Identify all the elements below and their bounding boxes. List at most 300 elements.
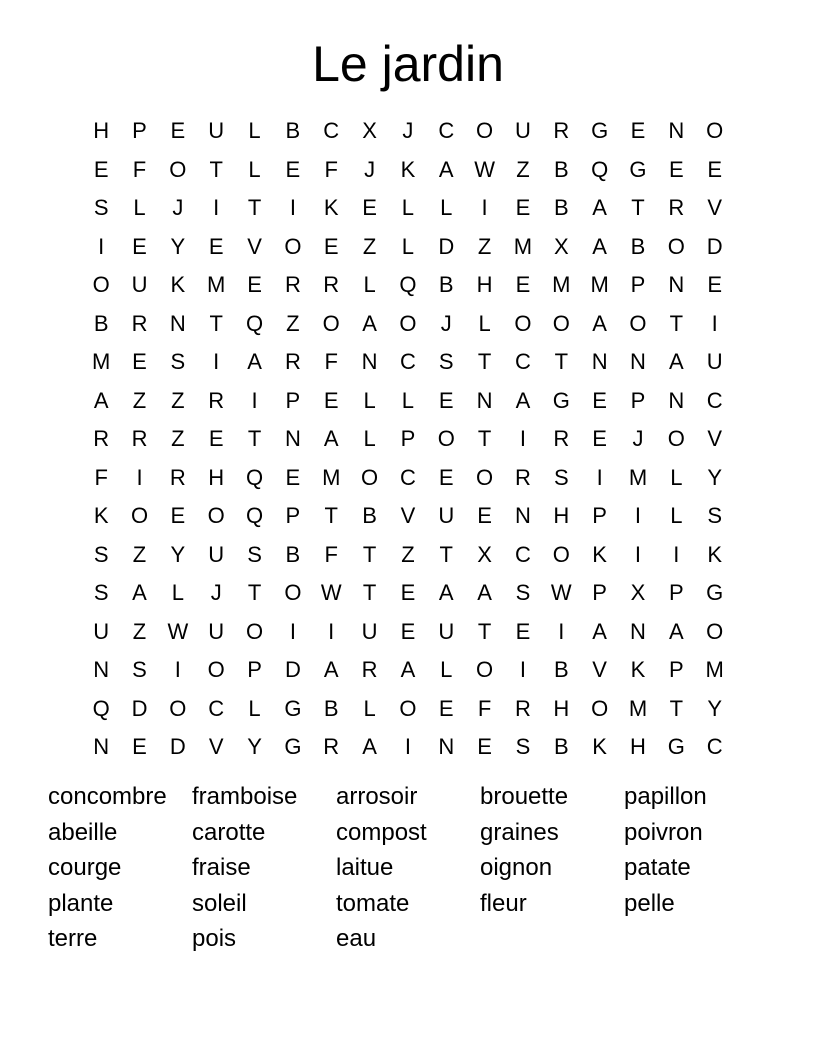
grid-cell: O	[399, 695, 417, 721]
grid-cell: H	[553, 695, 570, 721]
grid-cell: X	[477, 541, 492, 567]
grid-cell: U	[131, 272, 148, 298]
word-list-item: oignon	[480, 854, 553, 882]
grid-cell: E	[400, 580, 416, 606]
grid-cell: A	[477, 580, 492, 606]
grid-cell: E	[170, 118, 186, 144]
grid-cell: W	[474, 156, 495, 182]
grid-cell: Q	[591, 156, 609, 182]
grid-cell: R	[668, 195, 685, 221]
grid-cell: I	[174, 657, 181, 683]
grid-cell: G	[629, 156, 647, 182]
grid-row	[82, 189, 734, 228]
grid-cell: U	[93, 618, 110, 644]
grid-cell: G	[667, 734, 685, 760]
grid-cell: E	[438, 464, 454, 490]
grid-cell: A	[438, 580, 454, 606]
grid-cell: A	[592, 310, 607, 336]
grid-cell: O	[437, 426, 455, 452]
page-title: Le jardin	[312, 36, 504, 92]
grid-cell: T	[477, 426, 492, 452]
grid-cell: T	[477, 349, 492, 375]
grid-cell: Q	[92, 695, 110, 721]
word-list-item: fleur	[480, 889, 527, 917]
grid-cell: A	[132, 580, 147, 606]
grid-cell: C	[399, 349, 416, 375]
grid-row	[82, 574, 734, 613]
grid-cell: G	[591, 118, 609, 144]
grid-cell: M	[628, 464, 648, 490]
grid-cell: O	[476, 464, 494, 490]
grid-cell: O	[591, 695, 609, 721]
grid-cell: A	[668, 618, 684, 644]
grid-cell: Q	[399, 272, 417, 298]
grid-cell: S	[515, 734, 531, 760]
grid-cell: P	[285, 503, 301, 529]
grid-row	[82, 651, 734, 690]
grid-cell: H	[208, 464, 225, 490]
grid-cell: I	[634, 503, 642, 529]
grid-cell: M	[322, 464, 341, 490]
grid-cell: B	[553, 195, 569, 221]
grid-cell: B	[438, 272, 454, 298]
grid-cell: L	[478, 310, 491, 336]
grid-cell: K	[707, 541, 723, 567]
word-list-item: fraise	[192, 854, 251, 882]
grid-cell: O	[169, 156, 187, 182]
grid-cell: B	[285, 541, 301, 567]
word-list-item: tomate	[336, 889, 410, 917]
grid-cell: E	[515, 618, 531, 644]
grid-cell: N	[591, 349, 608, 375]
grid-cell: O	[399, 310, 417, 336]
grid-cell: E	[170, 503, 186, 529]
grid-cell: E	[515, 195, 531, 221]
word-list-item: courge	[48, 854, 122, 882]
grid-cell: N	[438, 734, 455, 760]
grid-cell: I	[213, 349, 220, 375]
grid-cell: D	[169, 734, 186, 760]
grid-cell: C	[706, 387, 723, 413]
grid-cell: I	[213, 195, 220, 221]
grid-cell: L	[401, 195, 415, 221]
grid-cell: I	[481, 195, 488, 221]
grid-cell: T	[669, 695, 684, 721]
grid-cell: W	[320, 580, 342, 606]
grid-cell: D	[438, 233, 455, 259]
grid-cell: Z	[132, 387, 147, 413]
grid-cell: R	[361, 657, 378, 683]
word-list-item: soleil	[192, 889, 247, 917]
grid-cell: R	[553, 426, 570, 452]
grid-cell: R	[93, 426, 110, 452]
grid-cell: S	[553, 464, 569, 490]
grid-cell: K	[630, 657, 646, 683]
grid-cell: M	[590, 272, 609, 298]
grid-cell: N	[630, 349, 646, 375]
grid-cell: D	[706, 233, 723, 259]
grid-cell: Z	[362, 233, 377, 259]
grid-cell: S	[93, 541, 109, 567]
grid-cell: J	[440, 310, 452, 336]
grid-cell: O	[284, 580, 302, 606]
grid-cell: L	[363, 426, 376, 452]
word-list-item: compost	[336, 818, 427, 846]
grid-cell: P	[592, 503, 607, 529]
grid-cell: A	[668, 349, 684, 375]
grid-cell: Y	[707, 464, 723, 490]
grid-cell: T	[209, 310, 223, 336]
grid-cell: B	[553, 734, 569, 760]
grid-cell: Z	[401, 541, 415, 567]
grid-cell: S	[170, 349, 186, 375]
grid-row	[82, 382, 734, 421]
grid-cell: I	[673, 541, 680, 567]
grid-cell: S	[93, 195, 109, 221]
grid-cell: Z	[171, 387, 185, 413]
grid-cell: Z	[171, 426, 185, 452]
grid-cell: W	[167, 618, 189, 644]
grid-cell: R	[515, 464, 531, 490]
grid-cell: L	[133, 195, 146, 221]
grid-cell: I	[634, 541, 642, 567]
grid-cell: N	[668, 272, 685, 298]
grid-cell: R	[515, 695, 531, 721]
grid-cell: L	[171, 580, 184, 606]
grid-cell: I	[251, 387, 258, 413]
grid-cell: Q	[245, 310, 264, 336]
grid-cell: E	[132, 233, 147, 259]
grid-cell: L	[670, 464, 683, 490]
grid-cell: S	[707, 503, 723, 529]
grid-cell: P	[285, 387, 301, 413]
grid-cell: F	[324, 541, 338, 567]
grid-cell: T	[554, 349, 569, 375]
grid-cell: S	[515, 580, 531, 606]
word-list-item: pois	[192, 925, 237, 953]
grid-cell: O	[322, 310, 340, 336]
grid-cell: U	[361, 618, 378, 644]
grid-cell: L	[440, 657, 453, 683]
grid-cell: P	[668, 580, 684, 606]
grid-cell: Z	[516, 156, 530, 182]
grid-cell: R	[284, 272, 301, 298]
grid-cell: T	[247, 426, 262, 452]
grid-cell: M	[628, 695, 648, 721]
grid-cell: Z	[477, 233, 492, 259]
grid-cell: C	[515, 541, 531, 567]
grid-cell: B	[553, 156, 569, 182]
grid-cell: W	[550, 580, 572, 606]
word-list-item: abeille	[48, 818, 118, 846]
grid-cell: T	[324, 503, 338, 529]
grid-cell: R	[169, 464, 186, 490]
grid-row	[82, 690, 734, 729]
grid-cell: K	[592, 541, 607, 567]
grid-cell: G	[284, 695, 302, 721]
grid-cell: L	[248, 156, 261, 182]
grid-cell: O	[476, 657, 494, 683]
grid-cell: T	[362, 580, 377, 606]
grid-cell: G	[706, 580, 724, 606]
word-list-item: concombre	[48, 783, 167, 810]
grid-row	[82, 497, 734, 536]
grid-cell: F	[324, 349, 338, 375]
grid-cell: K	[400, 156, 416, 182]
grid-cell: O	[92, 272, 110, 298]
grid-cell: I	[98, 233, 105, 259]
grid-row	[82, 266, 734, 305]
grid-cell: O	[706, 118, 724, 144]
grid-cell: A	[93, 387, 109, 413]
grid-cell: L	[670, 503, 683, 529]
grid-cell: K	[592, 734, 607, 760]
grid-cell: O	[207, 503, 225, 529]
grid-cell: H	[93, 118, 110, 144]
grid-cell: O	[130, 503, 149, 529]
grid-cell: P	[132, 118, 147, 144]
grid-cell: A	[362, 734, 377, 760]
grid-cell: I	[136, 464, 143, 490]
grid-cell: C	[208, 695, 225, 721]
grid-cell: E	[438, 695, 454, 721]
grid-cell: T	[362, 541, 377, 567]
grid-cell: E	[132, 349, 147, 375]
grid-cell: N	[284, 426, 301, 452]
grid-cell: Y	[247, 734, 262, 760]
grid-cell: P	[668, 657, 684, 683]
grid-cell: C	[438, 118, 455, 144]
grid-cell: E	[592, 426, 607, 452]
grid-cell: X	[553, 233, 569, 259]
grid-cell: J	[402, 118, 414, 144]
word-list-item: framboise	[192, 783, 298, 810]
grid-cell: L	[401, 233, 415, 259]
grid-cell: S	[93, 580, 109, 606]
word-list-item: graines	[480, 818, 559, 846]
grid-cell: L	[248, 118, 261, 144]
grid-cell: O	[207, 657, 225, 683]
grid-cell: E	[132, 734, 147, 760]
grid-cell: J	[632, 426, 644, 452]
grid-cell: V	[247, 233, 262, 259]
grid-cell: F	[132, 156, 147, 182]
grid-cell: T	[477, 618, 492, 644]
grid-cell: U	[515, 118, 531, 144]
grid-cell: H	[553, 503, 570, 529]
grid-cell: E	[668, 156, 684, 182]
word-list-item: plante	[48, 889, 114, 917]
grid-cell: C	[706, 734, 723, 760]
grid-cell: C	[515, 349, 531, 375]
grid-cell: P	[630, 272, 646, 298]
grid-cell: A	[592, 618, 607, 644]
grid-cell: D	[284, 657, 301, 683]
grid-cell: A	[362, 310, 377, 336]
grid-cell: R	[131, 310, 148, 336]
grid-cell: I	[519, 657, 527, 683]
grid-cell: O	[514, 310, 532, 336]
grid-cell: V	[707, 426, 723, 452]
grid-cell: O	[667, 426, 685, 452]
word-list-item: pelle	[624, 889, 675, 917]
grid-row	[82, 613, 734, 652]
grid-cell: I	[558, 618, 565, 644]
grid-cell: R	[323, 734, 340, 760]
grid-row	[82, 112, 734, 151]
grid-cell: I	[328, 618, 335, 644]
grid-cell: T	[247, 195, 262, 221]
grid-cell: Z	[132, 618, 147, 644]
grid-cell: E	[285, 156, 301, 182]
grid-cell: R	[284, 349, 301, 375]
grid-cell: U	[438, 503, 455, 529]
grid-cell: N	[515, 503, 531, 529]
grid-cell: O	[629, 310, 647, 336]
grid-cell: O	[552, 541, 570, 567]
grid-cell: Q	[245, 503, 264, 529]
grid-cell: E	[285, 464, 301, 490]
grid-cell: V	[400, 503, 416, 529]
grid-cell: B	[285, 118, 301, 144]
grid-cell: B	[553, 657, 569, 683]
grid-cell: E	[707, 156, 723, 182]
grid-cell: L	[248, 695, 261, 721]
grid-cell: R	[553, 118, 570, 144]
grid-cell: P	[247, 657, 262, 683]
grid-cell: I	[404, 734, 411, 760]
grid-cell: R	[131, 426, 148, 452]
grid-cell: L	[401, 387, 415, 413]
grid-cell: K	[323, 195, 339, 221]
grid-cell: T	[209, 156, 223, 182]
grid-cell: M	[513, 233, 533, 259]
grid-row	[82, 151, 734, 190]
grid-cell: X	[362, 118, 377, 144]
grid-cell: E	[477, 503, 492, 529]
grid-cell: B	[362, 503, 377, 529]
word-list-item: laitue	[336, 854, 394, 882]
grid-row	[82, 343, 734, 382]
grid-cell: V	[707, 195, 723, 221]
grid-cell: Y	[170, 233, 186, 259]
grid-cell: V	[208, 734, 224, 760]
grid-cell: E	[323, 233, 339, 259]
grid-cell: U	[438, 618, 455, 644]
grid-row	[82, 305, 734, 344]
grid-cell: N	[668, 118, 685, 144]
grid-cell: E	[400, 618, 416, 644]
grid-cell: B	[323, 695, 339, 721]
grid-cell: E	[208, 233, 224, 259]
word-list-item: carotte	[192, 818, 266, 846]
grid-cell: I	[596, 464, 603, 490]
word-list-item: papillon	[624, 783, 707, 810]
grid-cell: I	[289, 195, 296, 221]
word-list-item: patate	[624, 854, 691, 882]
grid-cell: F	[477, 695, 492, 721]
grid-cell: K	[93, 503, 109, 529]
grid-cell: S	[247, 541, 262, 567]
grid-cell: A	[592, 233, 607, 259]
grid-cell: U	[208, 618, 225, 644]
grid-cell: I	[711, 310, 718, 336]
grid-cell: G	[552, 387, 570, 413]
grid-cell: E	[208, 426, 224, 452]
grid-row	[82, 420, 734, 459]
grid-cell: A	[438, 156, 454, 182]
grid-cell: E	[515, 272, 531, 298]
grid-cell: T	[669, 310, 684, 336]
grid-cell: I	[519, 426, 527, 452]
grid-cell: F	[324, 156, 338, 182]
grid-cell: O	[169, 695, 187, 721]
grid-row	[82, 228, 734, 267]
grid-cell: R	[208, 387, 225, 413]
grid-cell: N	[476, 387, 493, 413]
grid-cell: D	[131, 695, 148, 721]
grid-cell: A	[400, 657, 416, 683]
grid-cell: A	[323, 426, 339, 452]
grid-cell: O	[552, 310, 570, 336]
letter-grid	[82, 112, 734, 767]
grid-cell: P	[592, 580, 607, 606]
grid-cell: R	[323, 272, 340, 298]
grid-row	[82, 459, 734, 498]
word-list-item: eau	[336, 925, 377, 953]
word-list	[48, 781, 788, 959]
grid-cell: Y	[170, 541, 186, 567]
grid-cell: E	[438, 387, 454, 413]
grid-cell: M	[207, 272, 226, 298]
grid-cell: L	[363, 272, 376, 298]
grid-cell: N	[668, 387, 685, 413]
grid-cell: M	[552, 272, 571, 298]
grid-cell: Y	[707, 695, 723, 721]
grid-cell: U	[208, 118, 225, 144]
grid-cell: H	[476, 272, 493, 298]
grid-cell: O	[706, 618, 724, 644]
grid-cell: K	[170, 272, 186, 298]
grid-cell: Q	[245, 464, 264, 490]
grid-cell: I	[289, 618, 296, 644]
grid-cell: E	[247, 272, 262, 298]
grid-cell: A	[592, 195, 607, 221]
grid-cell: A	[247, 349, 262, 375]
grid-cell: P	[400, 426, 416, 452]
grid-cell: T	[247, 580, 262, 606]
grid-cell: L	[363, 695, 376, 721]
grid-cell: N	[93, 734, 110, 760]
grid-cell: X	[630, 580, 646, 606]
grid-cell: B	[93, 310, 109, 336]
grid-cell: E	[362, 195, 377, 221]
grid-cell: P	[630, 387, 646, 413]
grid-cell: E	[323, 387, 339, 413]
grid-cell: E	[630, 118, 646, 144]
word-list-item: poivron	[624, 818, 703, 846]
grid-cell: O	[245, 618, 264, 644]
grid-cell: O	[476, 118, 494, 144]
grid-cell: T	[631, 195, 645, 221]
grid-cell: F	[94, 464, 108, 490]
grid-cell: E	[93, 156, 109, 182]
grid-cell: J	[172, 195, 184, 221]
grid-cell: H	[630, 734, 646, 760]
grid-cell: N	[630, 618, 646, 644]
grid-cell: E	[477, 734, 492, 760]
grid-cell: J	[364, 156, 376, 182]
